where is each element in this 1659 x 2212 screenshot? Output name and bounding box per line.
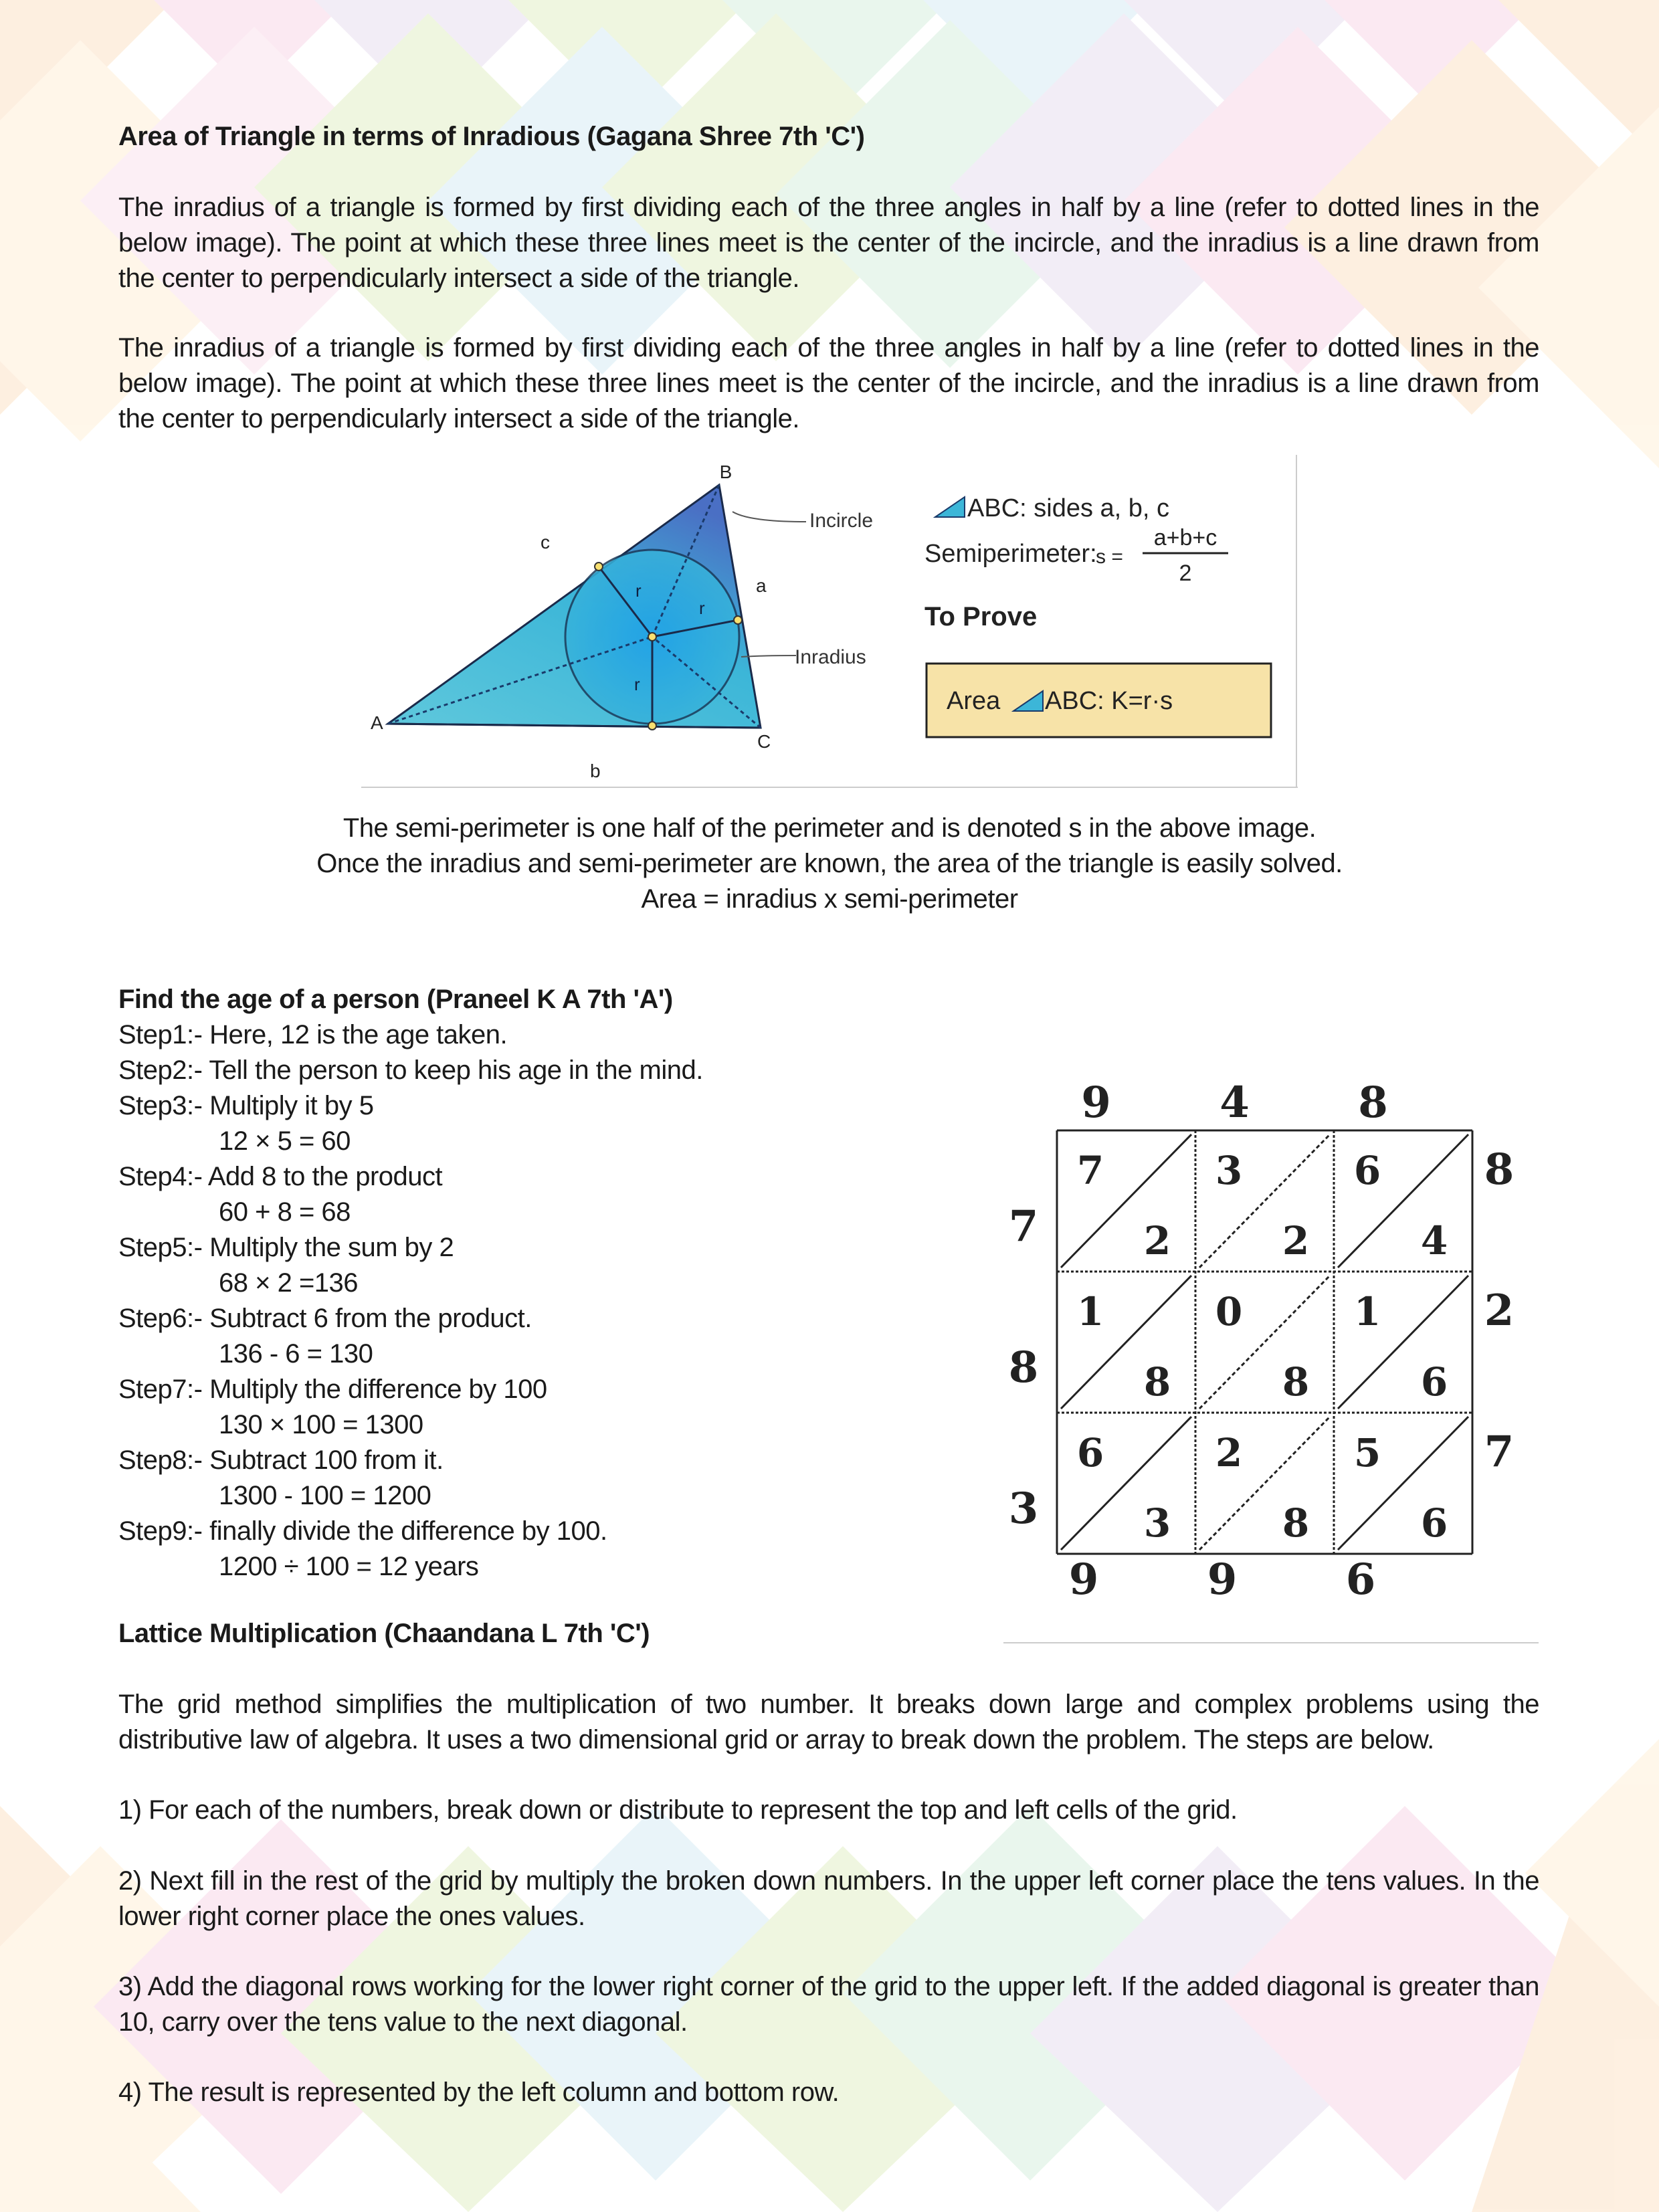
- lattice-cell-tens: 6: [1076, 1430, 1104, 1476]
- fraction-numerator: a+b+c: [1153, 525, 1217, 550]
- lattice-cell-tens: 3: [1215, 1148, 1243, 1193]
- section3-step-2: 2) Next fill in the rest of the grid by multiply the broken down numbers. In the upper left corner place the tens values. In the lower right corner place the ones values.: [118, 1866, 1539, 1931]
- lattice-cell-tens: 2: [1215, 1430, 1243, 1476]
- section1-paragraph-1: The inradius of a triangle is formed by first dividing each of the three angles in half by a line (refer to dotted lines in the below image). The point at which these three lines meet is the center of the incircle, and the inradius is a line drawn from the center to perpendicularly intersect a side of the triangle.: [118, 193, 1539, 293]
- step-line: Step2:- Tell the person to keep his age in the mind.: [118, 1055, 703, 1085]
- sides-text: ABC: sides a, b, c: [967, 494, 1170, 522]
- lattice-left-digit: 7: [1008, 1201, 1039, 1251]
- caption-line-2: Once the inradius and semi-perimeter are known, the area of the triangle is easily solved.: [316, 849, 1343, 878]
- step-line: Step1:- Here, 12 is the age taken.: [118, 1020, 508, 1049]
- lattice-top-digit: 8: [1358, 1078, 1388, 1128]
- section1-paragraph-2: The inradius of a triangle is formed by first dividing each of the three angles in half by a line (refer to dotted lines in the below image). The point at which these three lines meet is the center of the incircle, and the inradius is a line drawn from the center to perpendicularly intersect a side of the triangle.: [118, 333, 1539, 433]
- step-line: Step3:- Multiply it by 5: [118, 1091, 374, 1120]
- area-formula: ABC: K=r·s: [1045, 687, 1173, 715]
- step-calculation: 60 + 8 = 68: [219, 1197, 351, 1227]
- section3-title: Lattice Multiplication (Chaandana L 7th 'C'): [118, 1619, 650, 1648]
- radius-label-3: r: [634, 674, 640, 694]
- lattice-right-digit: 8: [1484, 1144, 1515, 1195]
- step-line: Step5:- Multiply the sum by 2: [118, 1233, 454, 1262]
- section3-step-1: 1) For each of the numbers, break down or distribute to represent the top and left cells of the grid.: [118, 1795, 1238, 1825]
- section3-intro: The grid method simplifies the multiplication of two number. It breaks down large and complex problems using the distributive law of algebra. It uses a two dimensional grid or array to break down the problem. The steps are below.: [118, 1690, 1539, 1754]
- step-calculation: 130 × 100 = 1300: [219, 1410, 423, 1439]
- small-triangle-icon: [935, 497, 965, 517]
- lattice-cell-ones: 2: [1282, 1218, 1310, 1264]
- inradius-callout-label: Inradius: [795, 646, 866, 668]
- step-line: Step6:- Subtract 6 from the product.: [118, 1304, 532, 1333]
- lattice-bottom-digit: 6: [1345, 1554, 1376, 1605]
- lattice-cell-ones: 6: [1420, 1359, 1448, 1405]
- lattice-left-digit: 8: [1008, 1342, 1039, 1393]
- section1-title: Area of Triangle in terms of Inradious (Gagana Shree 7th 'C'): [118, 122, 865, 151]
- vertex-a-label: A: [371, 712, 383, 733]
- section2-title: Find the age of a person (Praneel K A 7th 'A'): [118, 985, 673, 1014]
- step-line: Step4:- Add 8 to the product: [118, 1162, 443, 1191]
- s-equals: s =: [1096, 546, 1123, 568]
- lattice-right-digit: 7: [1484, 1427, 1515, 1477]
- step-calculation: 68 × 2 =136: [219, 1268, 359, 1298]
- caption-line-3: Area = inradius x semi-perimeter: [641, 884, 1018, 914]
- area-label: Area: [947, 687, 1001, 715]
- lattice-cell-ones: 4: [1420, 1218, 1448, 1264]
- lattice-cell-ones: 2: [1143, 1218, 1171, 1264]
- step-line: Step8:- Subtract 100 from it.: [118, 1445, 444, 1475]
- lattice-cell-tens: 7: [1076, 1148, 1104, 1193]
- lattice-right-digit: 2: [1484, 1286, 1515, 1336]
- radius-label-1: r: [636, 581, 642, 601]
- age-steps-list: [118, 1017, 921, 1585]
- radius-label-2: r: [699, 598, 705, 618]
- incircle-triangle-figure: [361, 455, 1298, 789]
- section3-step-4: 4) The result is represented by the left column and bottom row.: [118, 2078, 840, 2107]
- fraction-denominator: 2: [1179, 561, 1192, 586]
- step-calculation: 136 - 6 = 130: [219, 1339, 373, 1369]
- step-line: Step9:- finally divide the difference by 100.: [118, 1516, 607, 1546]
- step-calculation: 1300 - 100 = 1200: [219, 1481, 431, 1510]
- lattice-cell-ones: 8: [1143, 1359, 1171, 1405]
- side-b-label: b: [590, 761, 601, 781]
- vertex-b-label: B: [719, 462, 733, 482]
- lattice-bottom-digit: 9: [1207, 1554, 1238, 1605]
- lattice-top-digit: 9: [1081, 1078, 1111, 1128]
- lattice-cell-ones: 8: [1282, 1500, 1310, 1546]
- lattice-cell-tens: 6: [1353, 1148, 1381, 1193]
- lattice-cell-tens: 0: [1215, 1289, 1243, 1334]
- lattice-cell-tens: 1: [1353, 1289, 1381, 1334]
- vertex-c-label: C: [757, 731, 771, 752]
- lattice-top-digit: 4: [1219, 1078, 1250, 1128]
- step-line: Step7:- Multiply the difference by 100: [118, 1375, 547, 1404]
- lattice-left-digit: 3: [1008, 1484, 1039, 1534]
- section3-step-3: 3) Add the diagonal rows working for the lower right corner of the grid to the upper left. If the added diagonal is greater than 10, carry over the tens value to the next diagonal.: [118, 1972, 1539, 2037]
- step-calculation: 12 × 5 = 60: [219, 1126, 351, 1156]
- caption-line-1: The semi-perimeter is one half of the perimeter and is denoted s in the above image.: [343, 813, 1316, 843]
- lattice-multiplication-grid: [997, 1064, 1545, 1645]
- lattice-bottom-digit: 9: [1068, 1554, 1099, 1605]
- side-a-label: a: [756, 575, 767, 596]
- lattice-cell-tens: 5: [1353, 1430, 1381, 1476]
- lattice-cell-ones: 8: [1282, 1359, 1310, 1405]
- lattice-cell-ones: 6: [1420, 1500, 1448, 1546]
- side-c-label: c: [541, 532, 550, 552]
- incircle-callout-label: Incircle: [809, 510, 874, 532]
- to-prove-label: To Prove: [924, 602, 1038, 631]
- step-calculation: 1200 ÷ 100 = 12 years: [219, 1552, 479, 1581]
- lattice-cell-tens: 1: [1076, 1289, 1104, 1334]
- lattice-cell-ones: 3: [1143, 1500, 1171, 1546]
- semiperimeter-label: Semiperimeter:: [924, 540, 1097, 568]
